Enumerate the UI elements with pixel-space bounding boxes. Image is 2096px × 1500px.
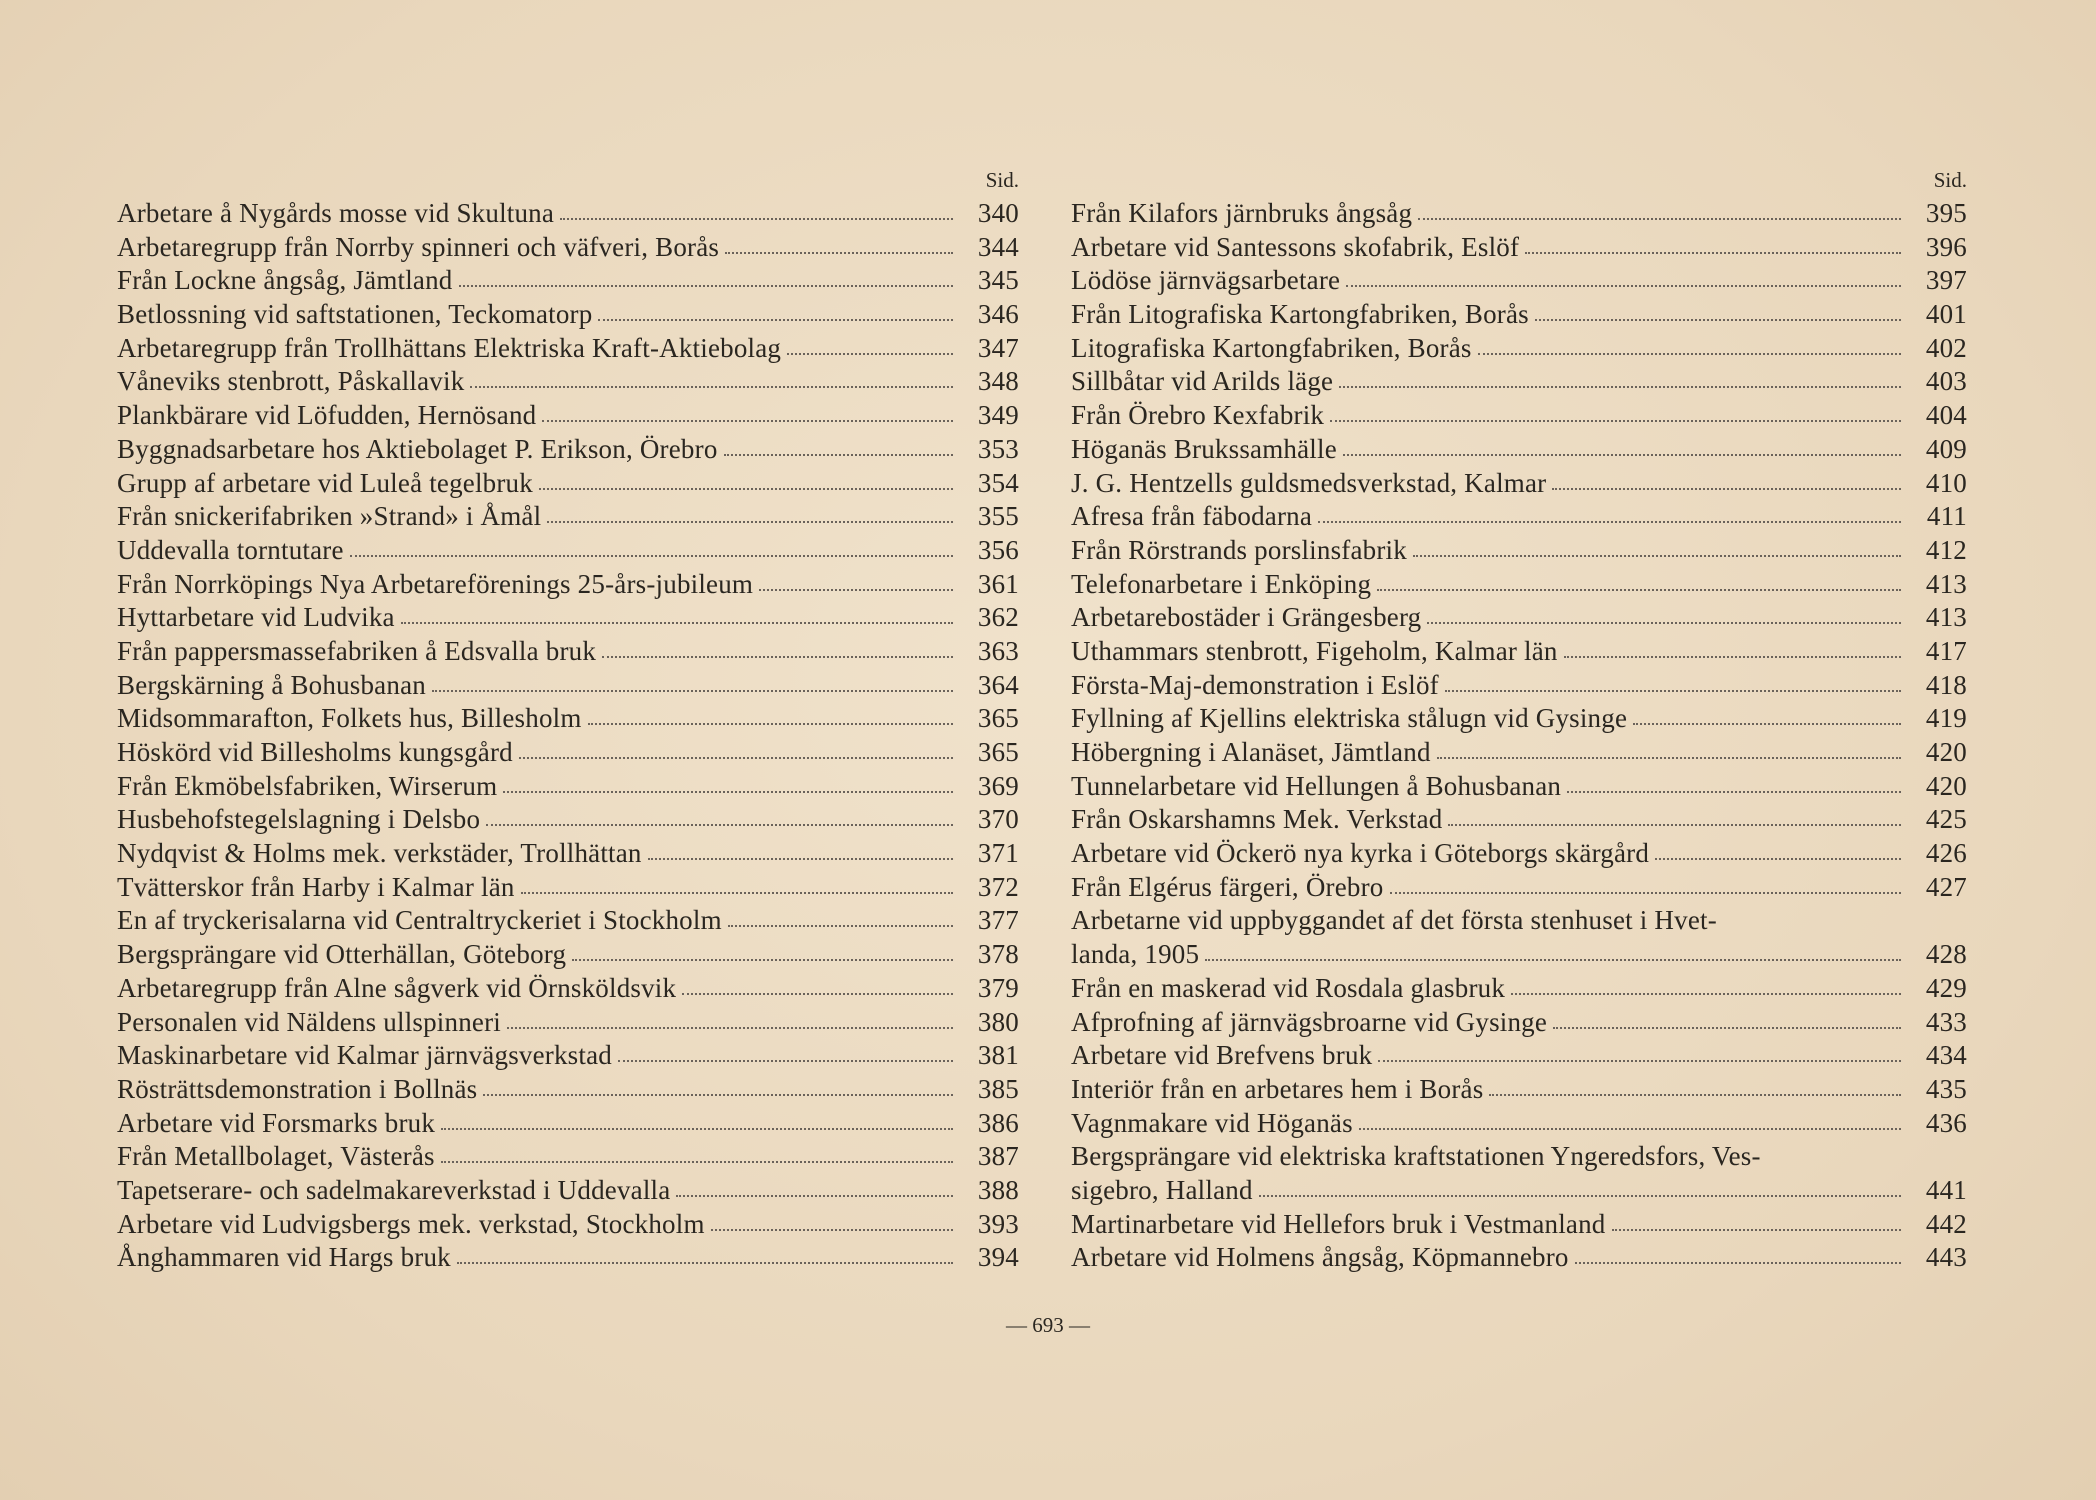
entry-page-number: 411 xyxy=(1926,501,1967,532)
entry-title: Från Örebro Kexfabrik xyxy=(1071,400,1325,431)
dot-leader xyxy=(441,1161,953,1163)
dot-leader xyxy=(519,757,953,759)
entry-title: Hyttarbetare vid Ludvika xyxy=(117,602,395,633)
dot-leader xyxy=(1390,892,1902,894)
toc-entry xyxy=(1071,1242,1967,1276)
toc-entry xyxy=(117,1108,1019,1142)
entry-page-number: 388 xyxy=(977,1174,1019,1205)
dot-leader xyxy=(1445,690,1901,692)
entry-title: sigebro, Halland xyxy=(1071,1174,1253,1205)
entry-page-number: 395 xyxy=(1925,198,1967,228)
entry-title: Uthammars stenbrott, Figeholm, Kalmar län xyxy=(1071,635,1558,666)
entry-page-number: 428 xyxy=(1925,939,1967,970)
entry-title: Från snickerifabriken »Strand» i Åmål xyxy=(117,501,542,532)
dot-leader xyxy=(1489,1094,1901,1096)
toc-entry xyxy=(117,569,1019,603)
entry-page-number: 425 xyxy=(1925,804,1967,835)
entry-page-number: 361 xyxy=(977,568,1019,599)
entry-page-number: 413 xyxy=(1925,568,1967,599)
entry-title: Höganäs Brukssamhälle xyxy=(1071,433,1337,464)
dot-leader xyxy=(759,589,953,591)
entry-title: Höbergning i Alanäset, Jämtland xyxy=(1071,737,1431,767)
toc-entry xyxy=(117,1242,1019,1276)
entry-page-number: 378 xyxy=(977,939,1019,970)
entry-title: Arbetaregrupp från Trollhättans Elektriska Kraft-Aktiebolag xyxy=(117,332,782,363)
entry-title: Uddevalla torntutare xyxy=(117,534,344,565)
toc-entry xyxy=(1071,232,1967,266)
entry-page-number: 363 xyxy=(977,635,1019,666)
entry-page-number: 410 xyxy=(1925,467,1967,498)
dot-leader xyxy=(1655,858,1901,860)
entry-title: Sillbåtar vid Arilds läge xyxy=(1071,366,1334,397)
entry-title: Första-Maj-demonstration i Eslöf xyxy=(1071,669,1439,700)
entry-title: Från Lockne ångsåg, Jämtland xyxy=(117,265,453,296)
entry-title: Midsommarafton, Folkets hus, Billesholm xyxy=(117,703,582,734)
entry-title: Tunnelarbetare vid Hellungen å Bohusbanan xyxy=(1071,770,1562,801)
dot-leader xyxy=(1427,622,1901,624)
entry-page-number: 426 xyxy=(1925,838,1967,869)
toc-entry xyxy=(117,636,1019,670)
toc-entry xyxy=(1071,670,1967,704)
dot-leader xyxy=(728,925,953,927)
entry-title: Telefonarbetare i Enköping xyxy=(1071,568,1372,599)
entry-page-number: 344 xyxy=(977,231,1019,262)
toc-entry xyxy=(1071,1175,1967,1209)
toc-entry xyxy=(1071,434,1967,468)
entry-page-number: 418 xyxy=(1925,669,1967,700)
entry-page-number: 420 xyxy=(1925,737,1967,767)
left-column xyxy=(117,162,1019,1276)
entry-title: Ånghammaren vid Hargs bruk xyxy=(117,1242,451,1273)
dot-leader xyxy=(1448,824,1901,826)
dot-leader xyxy=(457,1262,953,1264)
dot-leader xyxy=(598,319,953,321)
entry-title: Bergsprängare vid Otterhällan, Göteborg xyxy=(117,939,567,970)
entry-title: landa, 1905 xyxy=(1071,939,1200,970)
dot-leader xyxy=(1259,1195,1901,1197)
dot-leader xyxy=(648,858,953,860)
toc-entry xyxy=(1071,602,1967,636)
dot-leader xyxy=(1437,757,1901,759)
entry-title: Interiör från en arbetares hem i Borås xyxy=(1071,1073,1484,1104)
entry-title: Bergsprängare vid elektriska kraftstationen Yngeredsfors, Ves- xyxy=(1071,1141,1761,1172)
entry-page-number: 364 xyxy=(977,669,1019,700)
entry-page-number: 346 xyxy=(977,299,1019,330)
entry-title: Från en maskerad vid Rosdala glasbruk xyxy=(1071,972,1506,1003)
entry-title: Från Oskarshamns Mek. Verkstad xyxy=(1071,804,1443,835)
entry-page-number: 340 xyxy=(977,198,1019,228)
entry-page-number: 385 xyxy=(977,1073,1019,1104)
dot-leader xyxy=(1511,993,1901,995)
entry-title: Från Ekmöbelsfabriken, Wirserum xyxy=(117,770,498,801)
toc-entry xyxy=(1071,1074,1967,1108)
entry-title: Från Elgérus färgeri, Örebro xyxy=(1071,871,1384,902)
toc-entry xyxy=(1071,1209,1967,1243)
toc-entry xyxy=(117,1007,1019,1041)
toc-entry xyxy=(117,265,1019,299)
entry-page-number: 396 xyxy=(1925,231,1967,262)
entry-page-number: 355 xyxy=(977,501,1019,532)
entry-page-number: 434 xyxy=(1925,1040,1967,1071)
toc-entry xyxy=(1071,737,1967,771)
toc-entry xyxy=(117,670,1019,704)
toc-entry xyxy=(1071,838,1967,872)
sid-heading-left: Sid. xyxy=(985,168,1019,192)
entry-title: Arbetare vid Forsmarks bruk xyxy=(117,1107,436,1138)
toc-entry xyxy=(1071,569,1967,603)
entry-page-number: 441 xyxy=(1925,1174,1967,1205)
toc-entry xyxy=(117,905,1019,939)
entry-page-number: 379 xyxy=(977,972,1019,1003)
toc-entry xyxy=(117,434,1019,468)
toc-entry xyxy=(117,198,1019,232)
dot-leader xyxy=(507,1027,953,1029)
entry-title: Från Litografiska Kartongfabriken, Borås xyxy=(1071,299,1529,330)
toc-entry xyxy=(1071,198,1967,232)
entry-title: Maskinarbetare vid Kalmar järnvägsverkstad xyxy=(117,1040,612,1071)
entry-title: Nydqvist & Holms mek. verkstäder, Trollhättan xyxy=(117,838,642,869)
entry-page-number: 354 xyxy=(977,467,1019,498)
dot-leader xyxy=(560,218,953,220)
dot-leader xyxy=(441,1128,953,1130)
toc-entry xyxy=(1071,299,1967,333)
entry-title: Tapetserare- och sadelmakareverkstad i Uddevalla xyxy=(117,1174,671,1205)
toc-entry xyxy=(117,468,1019,502)
dot-leader xyxy=(542,420,953,422)
entry-page-number: 348 xyxy=(977,366,1019,397)
entry-page-number: 443 xyxy=(1925,1242,1967,1273)
toc-entry xyxy=(1071,636,1967,670)
toc-entry xyxy=(117,872,1019,906)
dot-leader xyxy=(1339,386,1901,388)
dot-leader xyxy=(572,959,953,961)
dot-leader xyxy=(432,690,953,692)
dot-leader xyxy=(1633,723,1901,725)
toc-entry xyxy=(117,838,1019,872)
dot-leader xyxy=(521,892,953,894)
entry-title: Arbetare vid Ludvigsbergs mek. verkstad, Stockholm xyxy=(117,1208,705,1239)
toc-entry xyxy=(1071,1108,1967,1142)
toc-entry xyxy=(117,366,1019,400)
entry-title: Bergskärning å Bohusbanan xyxy=(117,669,426,700)
toc-entry xyxy=(117,973,1019,1007)
page-number: — 693 — xyxy=(1006,1313,1090,1337)
entry-title: Personalen vid Näldens ullspinneri xyxy=(117,1006,501,1037)
entry-page-number: 409 xyxy=(1925,433,1967,464)
dot-leader xyxy=(401,622,953,624)
entry-page-number: 436 xyxy=(1925,1107,1967,1138)
toc-entry xyxy=(117,1141,1019,1175)
toc-entry xyxy=(117,232,1019,266)
dot-leader xyxy=(1567,791,1901,793)
entry-page-number: 386 xyxy=(977,1107,1019,1138)
entry-page-number: 362 xyxy=(977,602,1019,633)
entry-page-number: 347 xyxy=(977,332,1019,363)
entry-title: Arbetare vid Brefvens bruk xyxy=(1071,1040,1373,1071)
entry-title: Rösträttsdemonstration i Bollnäs xyxy=(117,1073,478,1104)
dot-leader xyxy=(1564,656,1901,658)
dot-leader xyxy=(1418,218,1901,220)
entry-title: Arbetarne vid uppbyggandet af det första stenhuset i Hvet- xyxy=(1071,905,1717,936)
toc-entry xyxy=(1071,366,1967,400)
toc-entry xyxy=(1071,1040,1967,1074)
entry-page-number: 381 xyxy=(977,1040,1019,1071)
entry-page-number: 371 xyxy=(977,838,1019,869)
dot-leader xyxy=(1346,285,1901,287)
toc-entry xyxy=(1071,468,1967,502)
dot-leader xyxy=(470,386,953,388)
toc-entry xyxy=(1071,804,1967,838)
entry-title: Arbetare vid Santessons skofabrik, Eslöf xyxy=(1071,231,1520,262)
entry-title: Arbetare vid Holmens ångsåg, Köpmannebro xyxy=(1071,1242,1569,1273)
entry-page-number: 429 xyxy=(1925,972,1967,1003)
entry-title: Grupp af arbetare vid Luleå tegelbruk xyxy=(117,467,533,498)
entry-page-number: 433 xyxy=(1925,1006,1967,1037)
toc-entry xyxy=(1071,939,1967,973)
toc-entry xyxy=(117,602,1019,636)
entry-title: Afresa från fäbodarna xyxy=(1071,501,1313,532)
dot-leader xyxy=(483,1094,953,1096)
entry-title: Från Rörstrands porslinsfabrik xyxy=(1071,534,1407,565)
toc-entry xyxy=(117,804,1019,838)
entry-title: En af tryckerisalarna vid Centraltryckeriet i Stockholm xyxy=(117,905,722,936)
toc-entry xyxy=(117,1074,1019,1108)
entry-title: Arbetaregrupp från Alne sågverk vid Örnsköldsvik xyxy=(117,972,677,1003)
right-entry-list xyxy=(1071,198,1967,1276)
dot-leader xyxy=(1377,589,1901,591)
dot-leader xyxy=(1330,420,1901,422)
toc-entry xyxy=(117,400,1019,434)
dot-leader xyxy=(1343,454,1901,456)
entry-page-number: 403 xyxy=(1925,366,1967,397)
toc-entry xyxy=(1071,265,1967,299)
dot-leader xyxy=(676,1195,953,1197)
dot-leader xyxy=(588,723,953,725)
toc-entry xyxy=(1071,501,1967,535)
entry-title: Arbetaregrupp från Norrby spinneri och väfveri, Borås xyxy=(117,231,720,262)
sid-heading-right: Sid. xyxy=(1933,168,1967,192)
entry-page-number: 413 xyxy=(1925,602,1967,633)
entry-page-number: 365 xyxy=(977,737,1019,767)
entry-title: Lödöse järnvägsarbetare xyxy=(1071,265,1341,296)
dot-leader xyxy=(1552,488,1901,490)
toc-entry xyxy=(1071,872,1967,906)
toc-entry xyxy=(117,771,1019,805)
toc-entry xyxy=(1071,333,1967,367)
dot-leader xyxy=(682,993,953,995)
entry-page-number: 417 xyxy=(1925,635,1967,666)
entry-title: Arbetare vid Öckerö nya kyrka i Göteborgs skärgård xyxy=(1071,838,1650,869)
entry-page-number: 372 xyxy=(977,871,1019,902)
entry-title: Betlossning vid saftstationen, Teckomatorp xyxy=(117,299,593,330)
entry-page-number: 402 xyxy=(1925,332,1967,363)
toc-entry xyxy=(117,1175,1019,1209)
entry-title: Från Norrköpings Nya Arbetareförenings 25-års-jubileum xyxy=(117,568,754,599)
dot-leader xyxy=(787,353,953,355)
entry-title: Från pappersmassefabriken å Edsvalla bruk xyxy=(117,635,597,666)
entry-title: J. G. Hentzells guldsmedsverkstad, Kalmar xyxy=(1071,467,1547,498)
entry-title: Husbehofstegelslagning i Delsbo xyxy=(117,804,481,835)
dot-leader xyxy=(618,1060,953,1062)
entry-page-number: 412 xyxy=(1925,534,1967,565)
entry-title: Höskörd vid Billesholms kungsgård xyxy=(117,737,513,767)
dot-leader xyxy=(725,252,953,254)
right-column xyxy=(1071,162,1967,1276)
entry-page-number: 394 xyxy=(977,1242,1019,1273)
entry-page-number: 369 xyxy=(977,770,1019,801)
toc-entry xyxy=(117,535,1019,569)
entry-title: Arbetarebostäder i Grängesberg xyxy=(1071,602,1422,633)
entry-page-number: 442 xyxy=(1925,1208,1967,1239)
entry-page-number: 380 xyxy=(977,1006,1019,1037)
entry-title: Martinarbetare vid Hellefors bruk i Vestmanland xyxy=(1071,1208,1606,1239)
dot-leader xyxy=(1575,1262,1901,1264)
entry-title: Afprofning af järnvägsbroarne vid Gysinge xyxy=(1071,1006,1548,1037)
entry-title: Plankbärare vid Löfudden, Hernösand xyxy=(117,400,537,431)
entry-page-number: 353 xyxy=(977,433,1019,464)
toc-entry xyxy=(117,737,1019,771)
dot-leader xyxy=(1318,521,1901,523)
entry-page-number: 393 xyxy=(977,1208,1019,1239)
entry-title: Vagnmakare vid Höganäs xyxy=(1071,1107,1353,1138)
toc-entry xyxy=(117,1040,1019,1074)
toc-entry xyxy=(1071,1007,1967,1041)
entry-title: Byggnadsarbetare hos Aktiebolaget P. Erikson, Örebro xyxy=(117,433,718,464)
entry-title: Från Kilafors järnbruks ångsåg xyxy=(1071,198,1413,228)
dot-leader xyxy=(350,555,953,557)
dot-leader xyxy=(1359,1128,1901,1130)
entry-title: Litografiska Kartongfabriken, Borås xyxy=(1071,332,1472,363)
toc-entry xyxy=(1071,1141,1967,1175)
entry-page-number: 387 xyxy=(977,1141,1019,1172)
entry-page-number: 345 xyxy=(977,265,1019,296)
dot-leader xyxy=(1478,353,1901,355)
dot-leader xyxy=(1525,252,1901,254)
dot-leader xyxy=(459,285,953,287)
entry-title: Tvätterskor från Harby i Kalmar län xyxy=(117,871,515,902)
toc-entry xyxy=(1071,771,1967,805)
toc-entry xyxy=(117,703,1019,737)
entry-page-number: 370 xyxy=(977,804,1019,835)
entry-title: Fyllning af Kjellins elektriska stålugn vid Gysinge xyxy=(1071,703,1628,734)
dot-leader xyxy=(1205,959,1901,961)
dot-leader xyxy=(602,656,953,658)
entry-page-number: 435 xyxy=(1925,1073,1967,1104)
dot-leader xyxy=(1553,1027,1901,1029)
dot-leader xyxy=(486,824,953,826)
dot-leader xyxy=(503,791,953,793)
toc-entry xyxy=(117,501,1019,535)
dot-leader xyxy=(1413,555,1901,557)
entry-page-number: 349 xyxy=(977,400,1019,431)
toc-entry xyxy=(1071,535,1967,569)
entry-page-number: 377 xyxy=(977,905,1019,936)
dot-leader xyxy=(724,454,953,456)
dot-leader xyxy=(1378,1060,1901,1062)
entry-page-number: 401 xyxy=(1925,299,1967,330)
dot-leader xyxy=(547,521,953,523)
dot-leader xyxy=(539,488,953,490)
entry-title: Arbetare å Nygårds mosse vid Skultuna xyxy=(117,198,555,228)
entry-page-number: 404 xyxy=(1925,400,1967,431)
toc-entry xyxy=(1071,400,1967,434)
entry-page-number: 420 xyxy=(1925,770,1967,801)
dot-leader xyxy=(1535,319,1901,321)
dot-leader xyxy=(711,1229,953,1231)
toc-entry xyxy=(117,333,1019,367)
left-entry-list xyxy=(117,198,1019,1276)
entry-page-number: 356 xyxy=(977,534,1019,565)
entry-page-number: 427 xyxy=(1925,871,1967,902)
entry-page-number: 365 xyxy=(977,703,1019,734)
entry-page-number: 419 xyxy=(1925,703,1967,734)
toc-entry xyxy=(117,1209,1019,1243)
entry-page-number: 397 xyxy=(1925,265,1967,296)
toc-entry xyxy=(117,939,1019,973)
toc-entry xyxy=(1071,905,1967,939)
entry-title: Våneviks stenbrott, Påskallavik xyxy=(117,366,465,397)
dot-leader xyxy=(1612,1229,1902,1231)
toc-entry xyxy=(1071,973,1967,1007)
toc-entry xyxy=(1071,703,1967,737)
entry-title: Från Metallbolaget, Västerås xyxy=(117,1141,435,1172)
toc-entry xyxy=(117,299,1019,333)
